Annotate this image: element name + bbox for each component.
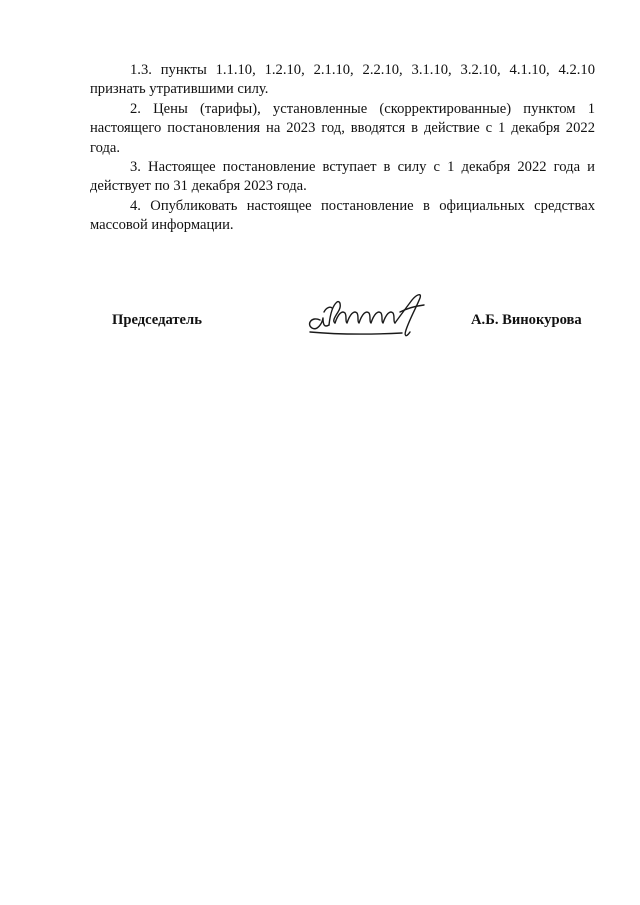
handwritten-signature	[302, 290, 427, 342]
signatory-role: Председатель	[112, 312, 202, 328]
signatory-name: А.Б. Винокурова	[471, 312, 582, 328]
paragraph-1-3: 1.3. пункты 1.1.10, 1.2.10, 2.1.10, 2.2.10, 3.1.10, 3.2.10, 4.1.10, 4.2.10 признать утратившими силу.	[90, 62, 595, 98]
document-body	[90, 61, 595, 236]
paragraph-4: 4. Опубликовать настоящее постановление в официальных средствах массовой информации.	[90, 197, 595, 234]
signature-block	[0, 290, 640, 360]
paragraph-2: 2. Цены (тарифы), установленные (скорректированные) пунктом 1 настоящего постановления на 2023 год, вводятся в действие с 1 декабря 2022 года.	[90, 100, 595, 156]
paragraph-3: 3. Настоящее постановление вступает в силу с 1 декабря 2022 года и действует по 31 декабря 2023 года.	[90, 159, 595, 195]
